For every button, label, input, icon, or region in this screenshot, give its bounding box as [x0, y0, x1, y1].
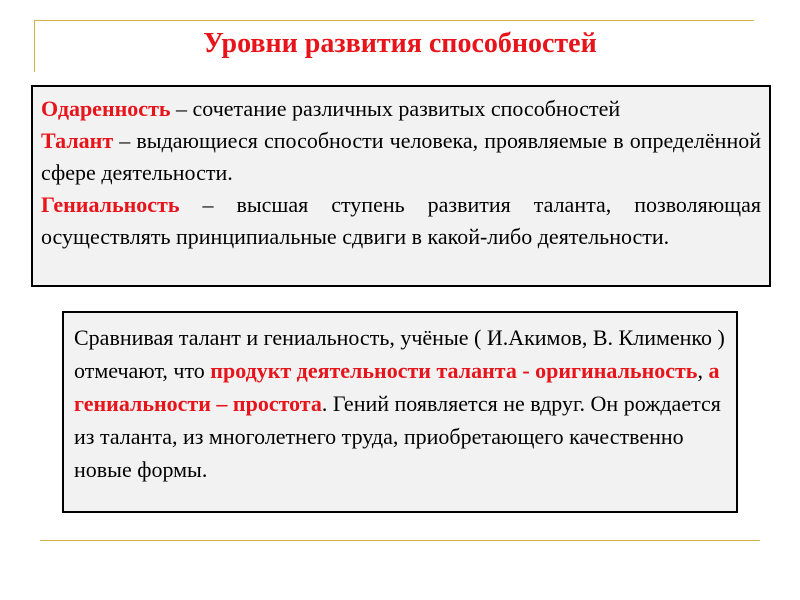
definition-talent	[41, 125, 761, 189]
term-genius: Гениальность	[41, 192, 180, 217]
slide-title: Уровни развития способностей	[203, 28, 597, 59]
comparison-box	[62, 311, 738, 513]
term-talent: Талант	[41, 128, 114, 153]
top-divider-line	[34, 20, 754, 21]
definition-talent-text: – выдающиеся способности человека, проявляемые в определённой сфере деятельности.	[41, 128, 761, 185]
definitions-box	[31, 85, 771, 287]
bottom-divider-line	[40, 540, 760, 541]
definition-genius-text: – высшая ступень развития таланта, позволяющая осуществлять принципиальные сдвиги в какой-либо деятельности.	[41, 192, 761, 249]
comparison-text-3: . Гений появляется не вдруг. Он рождается из таланта, из многолетнего труда, приобретающего качественно новые формы.	[74, 391, 721, 482]
term-giftedness: Одаренность	[41, 96, 171, 121]
definition-giftedness-text: – сочетание различных развитых способностей	[170, 96, 621, 121]
definition-giftedness	[41, 93, 761, 125]
comparison-text-2: ,	[697, 358, 709, 383]
comparison-highlight-talent: продукт деятельности таланта - оригинальность	[210, 358, 698, 383]
comparison-text-1: Сравнивая талант и гениальность, учёные ( И.Акимов, В. Клименко ) отмечают, что	[74, 325, 725, 383]
definition-genius	[41, 189, 761, 253]
comparison-paragraph	[74, 321, 726, 486]
comparison-highlight-genius: а гениальности – простота	[74, 358, 720, 416]
